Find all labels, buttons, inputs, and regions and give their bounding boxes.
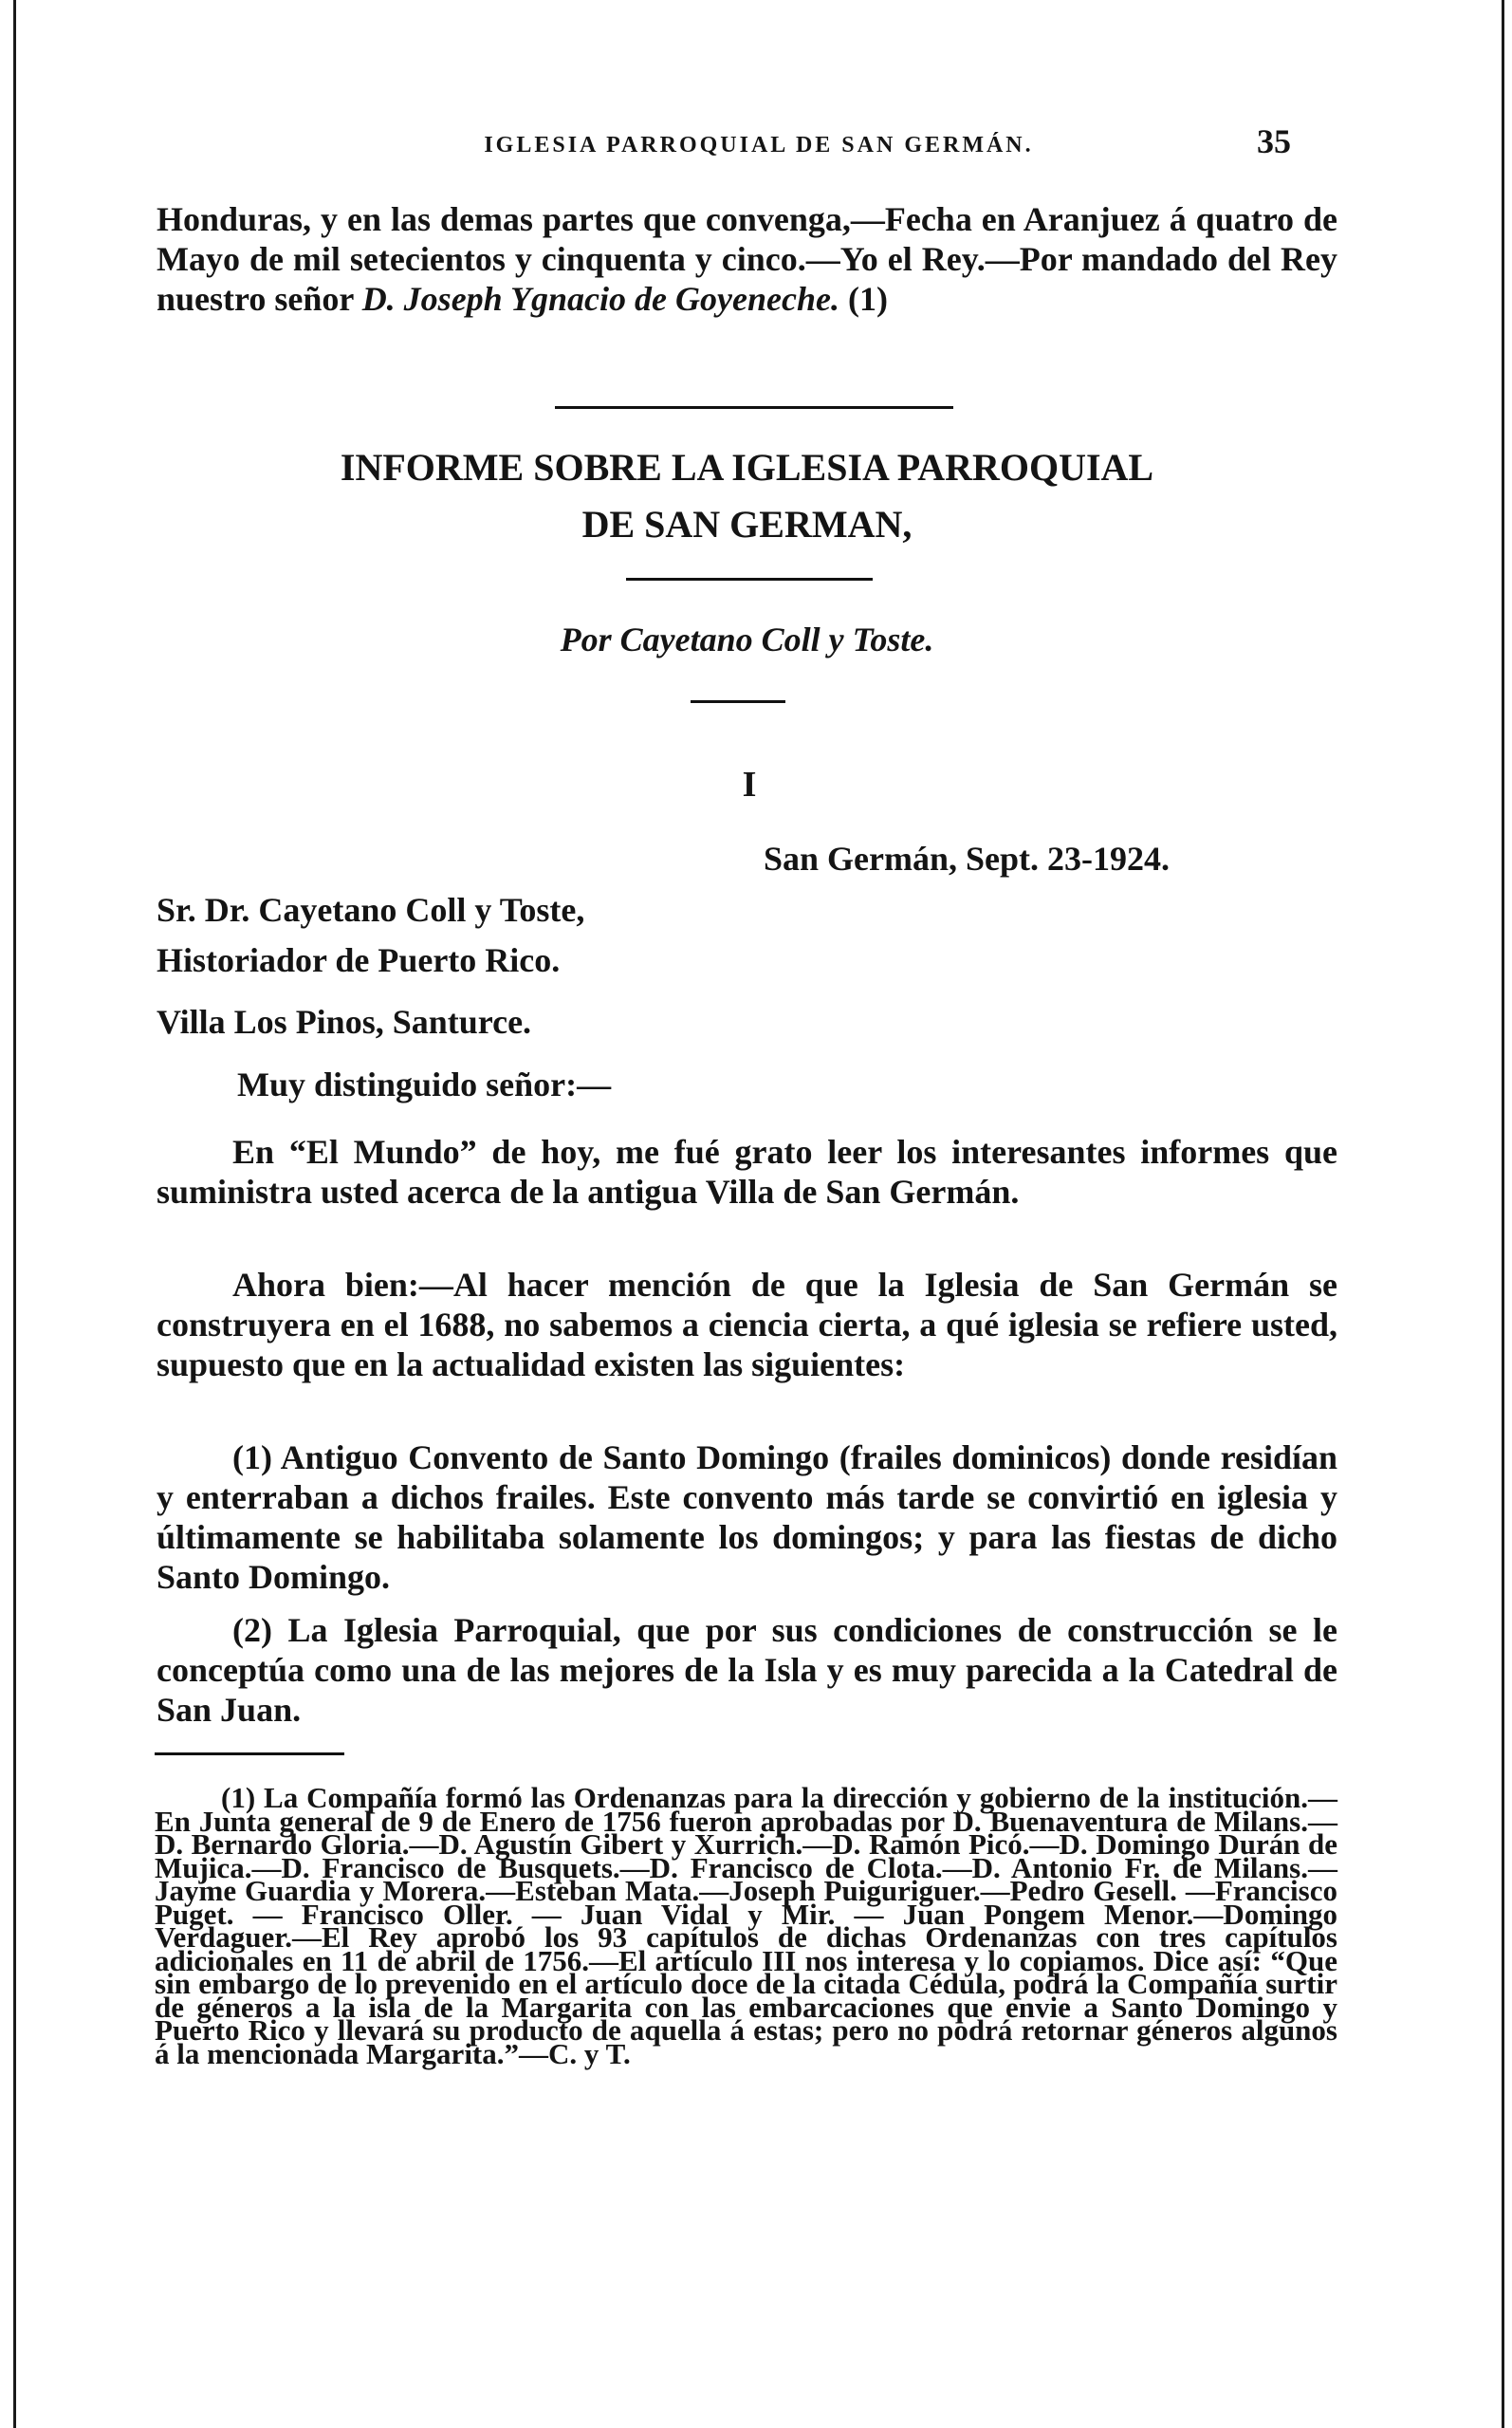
byline-divider xyxy=(691,700,785,703)
letter-salutation: Muy distinguido señor:— xyxy=(237,1066,612,1103)
article-title-line-2: DE SAN GERMAN, xyxy=(581,503,913,546)
page-edge-left xyxy=(13,0,16,2428)
letter-dateline: San Germán, Sept. 23-1924. xyxy=(764,840,1171,878)
opening-text: Honduras, y en las demas partes que convenga,—Fecha en Aranjuez á quatro de Mayo de mil setecientos y cinquenta y cinco.—Yo el Rey.—Por mandado del Rey nuestro señor xyxy=(157,200,1337,318)
letter-paragraph: (1) Antiguo Convento de Santo Domingo (frailes dominicos) donde residían y enterraban a dichos frailes. Este convento más tarde se convirtió en iglesia y últimamente se habilitaba solamente los domingos; y para las fiestas de dicho Santo Domingo. xyxy=(157,1438,1337,1596)
recipient-line: Historiador de Puerto Rico. xyxy=(157,941,561,979)
letter-paragraph: (2) La Iglesia Parroquial, que por sus condiciones de construcción se le conceptúa como una de las mejores de la Isla y es muy parecida a la Catedral de San Juan. xyxy=(157,1611,1337,1729)
letter-paragraph: En “El Mundo” de hoy, me fué grato leer los interesantes informes que suministra usted acerca de la antigua Villa de San Germán. xyxy=(157,1133,1337,1211)
running-title: IGLESIA PARROQUIAL DE SAN GERMÁN. xyxy=(484,133,1034,158)
article-title-line-1: INFORME SOBRE LA IGLESIA PARROQUIAL xyxy=(340,446,1154,489)
section-divider xyxy=(555,406,953,409)
footnote: (1) La Compañía formó las Ordenanzas para la dirección y gobierno de la institución.—En Junta general de 9 de Enero de 1756 fueron aprobadas por D. Buenaventura de Milans.—D. Bernardo Gloria.—D. Agustín Gibert y Xurrich.—D. Ramón Picó.—D. Domingo Durán de Mujica.—D. Francisco de Busquets.—D. Francisco de Clota.—D. Antonio Fr. de Milans.—Jayme Guardia y Morera.—Esteban Mata.—Joseph Puiguriguer.—Pedro Gesell. —Francisco Puget. — Francisco Oller. — Juan Vidal y Mir. — Juan Pongem Menor.—Domingo Verdaguer.—El Rey aprobó los 93 capítulos de dichas Ordenanzas con tres capítulos adicionales en 11 de abril de 1756.—El artículo III nos interesa y lo copiamos. Dice así: “Que sin embargo de lo prevenido en el artículo doce de la citada Cédula, podrá la Compañía surtir de géneros a la isla de la Margarita con las embarcaciones que envie a Santo Domingo y Puerto Rico y llevará su producto de aquella á estas; pero no podrá retornar géneros algunos á la mencionada Margarita.”—C. y T. xyxy=(155,1781,1337,2070)
page-edge-right xyxy=(1502,0,1504,2428)
title-divider xyxy=(626,578,873,581)
opening-paragraph xyxy=(157,199,1337,319)
recipient-line: Sr. Dr. Cayetano Coll y Toste, xyxy=(157,891,585,929)
article-byline: Por Cayetano Coll y Toste. xyxy=(560,621,934,658)
footnote-rule xyxy=(155,1752,344,1755)
page-number: 35 xyxy=(1257,122,1291,160)
section-number: I xyxy=(742,765,757,805)
recipient-line: Villa Los Pinos, Santurce. xyxy=(157,1003,532,1041)
opening-signatory: D. Joseph Ygnacio de Goyeneche. xyxy=(361,280,839,318)
letter-paragraph: Ahora bien:—Al hacer mención de que la Iglesia de San Germán se construyera en el 1688, no sabemos a ciencia cierta, a qué iglesia se refiere usted, supuesto que en la actualidad existen las siguientes: xyxy=(157,1266,1337,1383)
footnote-reference: (1) xyxy=(839,280,888,318)
